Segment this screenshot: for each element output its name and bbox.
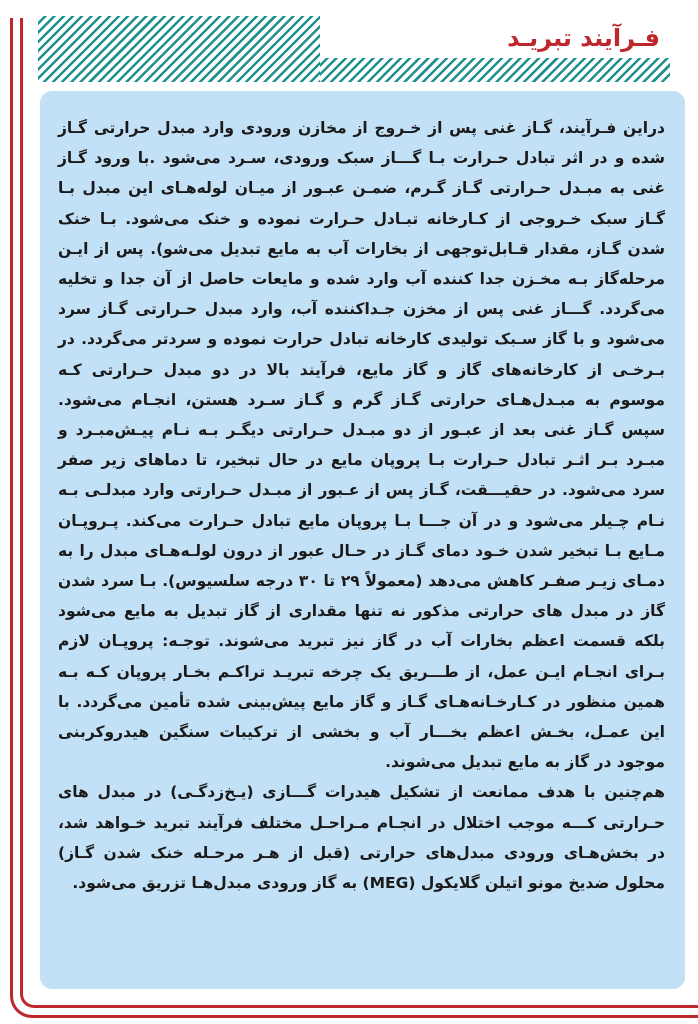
- header-hatch-underline: [320, 58, 670, 82]
- section-title: فـرآیند تبریـد: [507, 24, 660, 52]
- content-panel: [40, 91, 685, 989]
- paragraph-refrigeration-process: دراین فـرآیند، گـاز غنی پس از خـروج از مخازن ورودی وارد مبدل حرارتی گـاز شده و در اثر تبادل حـرارت بـا گـــاز سبک ورودی، سـرد می‌شود .با ورود گـاز غنی به مبـدل حـرارتی گـاز گـرم، ضمـن عبـور از میـان لوله‌هـای این مبدل بـا گـاز سبک خـروجی از کـارخانه تبـادل حـرارت نموده و خنک می‌شود. بـا خنک شدن گـاز، مقدار قـابل‌توجهی از بخارات آب به مایع تبدیل می‌شو). پس از ایـن مرحله‌گاز بـه مخـزن جدا کننده آب وارد شده و مایعات حاصل از آن جدا و تخلیه می‌گردد. گـــاز غنی پس از مخزن جـداکننده آب، وارد مبدل حـرارتی گـاز سرد می‌شود و با گاز سـبک تولیدی کارخانه تبادل حرارت نموده و سردتر می‌گردد. در بـرخـی از کارخانه‌های گاز و گاز مایع، فرآیند بالا در دو مبدل حـرارتی کـه موسوم به مبـدل‌هـای حرارتی گـاز گرم و گـاز سـرد هستن، انجـام می‌شود. سپس گـاز غنی بعد از عبـور از دو مبـدل حـرارتی دیگـر بـه نـام پیـش‌مبـرد و مبـرد بـر اثـر تبادل حـرارت بـا پروپان مایع در حال تبخیر، تا دماهای زیر صفر سرد می‌شود. در حقیـــقت، گـاز پس از عـبور از مبـدل حـرارتی وارد مبدلـی بـه نـام چـیلر می‌شود و در آن جـــا بـا پروپان مایع تبادل حـرارت می‌کند. پـروپـان مـایع بـا تبخیر شدن خـود دمای گـاز در حـال عبور از درون لولـه‌هـای مبدل را به دمـای زیـر صفـر کاهش می‌دهد (معمولاً ۲۹ تا ۳۰ درجه سلسیوس). بـا سرد شدن گاز در مبدل های حرارتی مذکور نه تنها مقداری از گاز تبدیل به مایع می‌شود بلکه قسمت اعظم بخارات آب در گاز نیز تبرید می‌شوند. توجـه: پروپـان لازم بـرای انجـام ایـن عمل، از طـــریق یک چرخه تبریـد تراکـم بخـار پروپان کـه بـه همین منظور در کـارخـانه‌هـای گـاز و گاز مایع پیش‌بینی شده تأمین می‌گردد. با این عمـل، بخـش اعظم بخـــار آب و بخشی از ترکیبات سنگین هیدروکربنی موجود در گاز به مایع تبدیل می‌شوند.: [58, 119, 666, 772]
- article-body: [58, 113, 665, 898]
- header-hatch-pattern: [38, 16, 320, 82]
- paragraph-meg-injection: هم‌چنین با هدف ممانعت از تشکیل هیدرات گـــازی (یـخ‌زدگـی) در مبدل های حـرارتی کـــه موجب اختلال در انجـام مـراحـل مختلف فرآیند تبرید خـواهد شد، در بخش‌هـای ورودی مبدل‌های حرارتی (قبل از هـر مرحـله خنک شدن گـاز) محلول ضدیخ مونو اتیلن گلایکول (MEG) به گاز ورودی مبدل‌هـا تزریق می‌شود.: [58, 783, 665, 893]
